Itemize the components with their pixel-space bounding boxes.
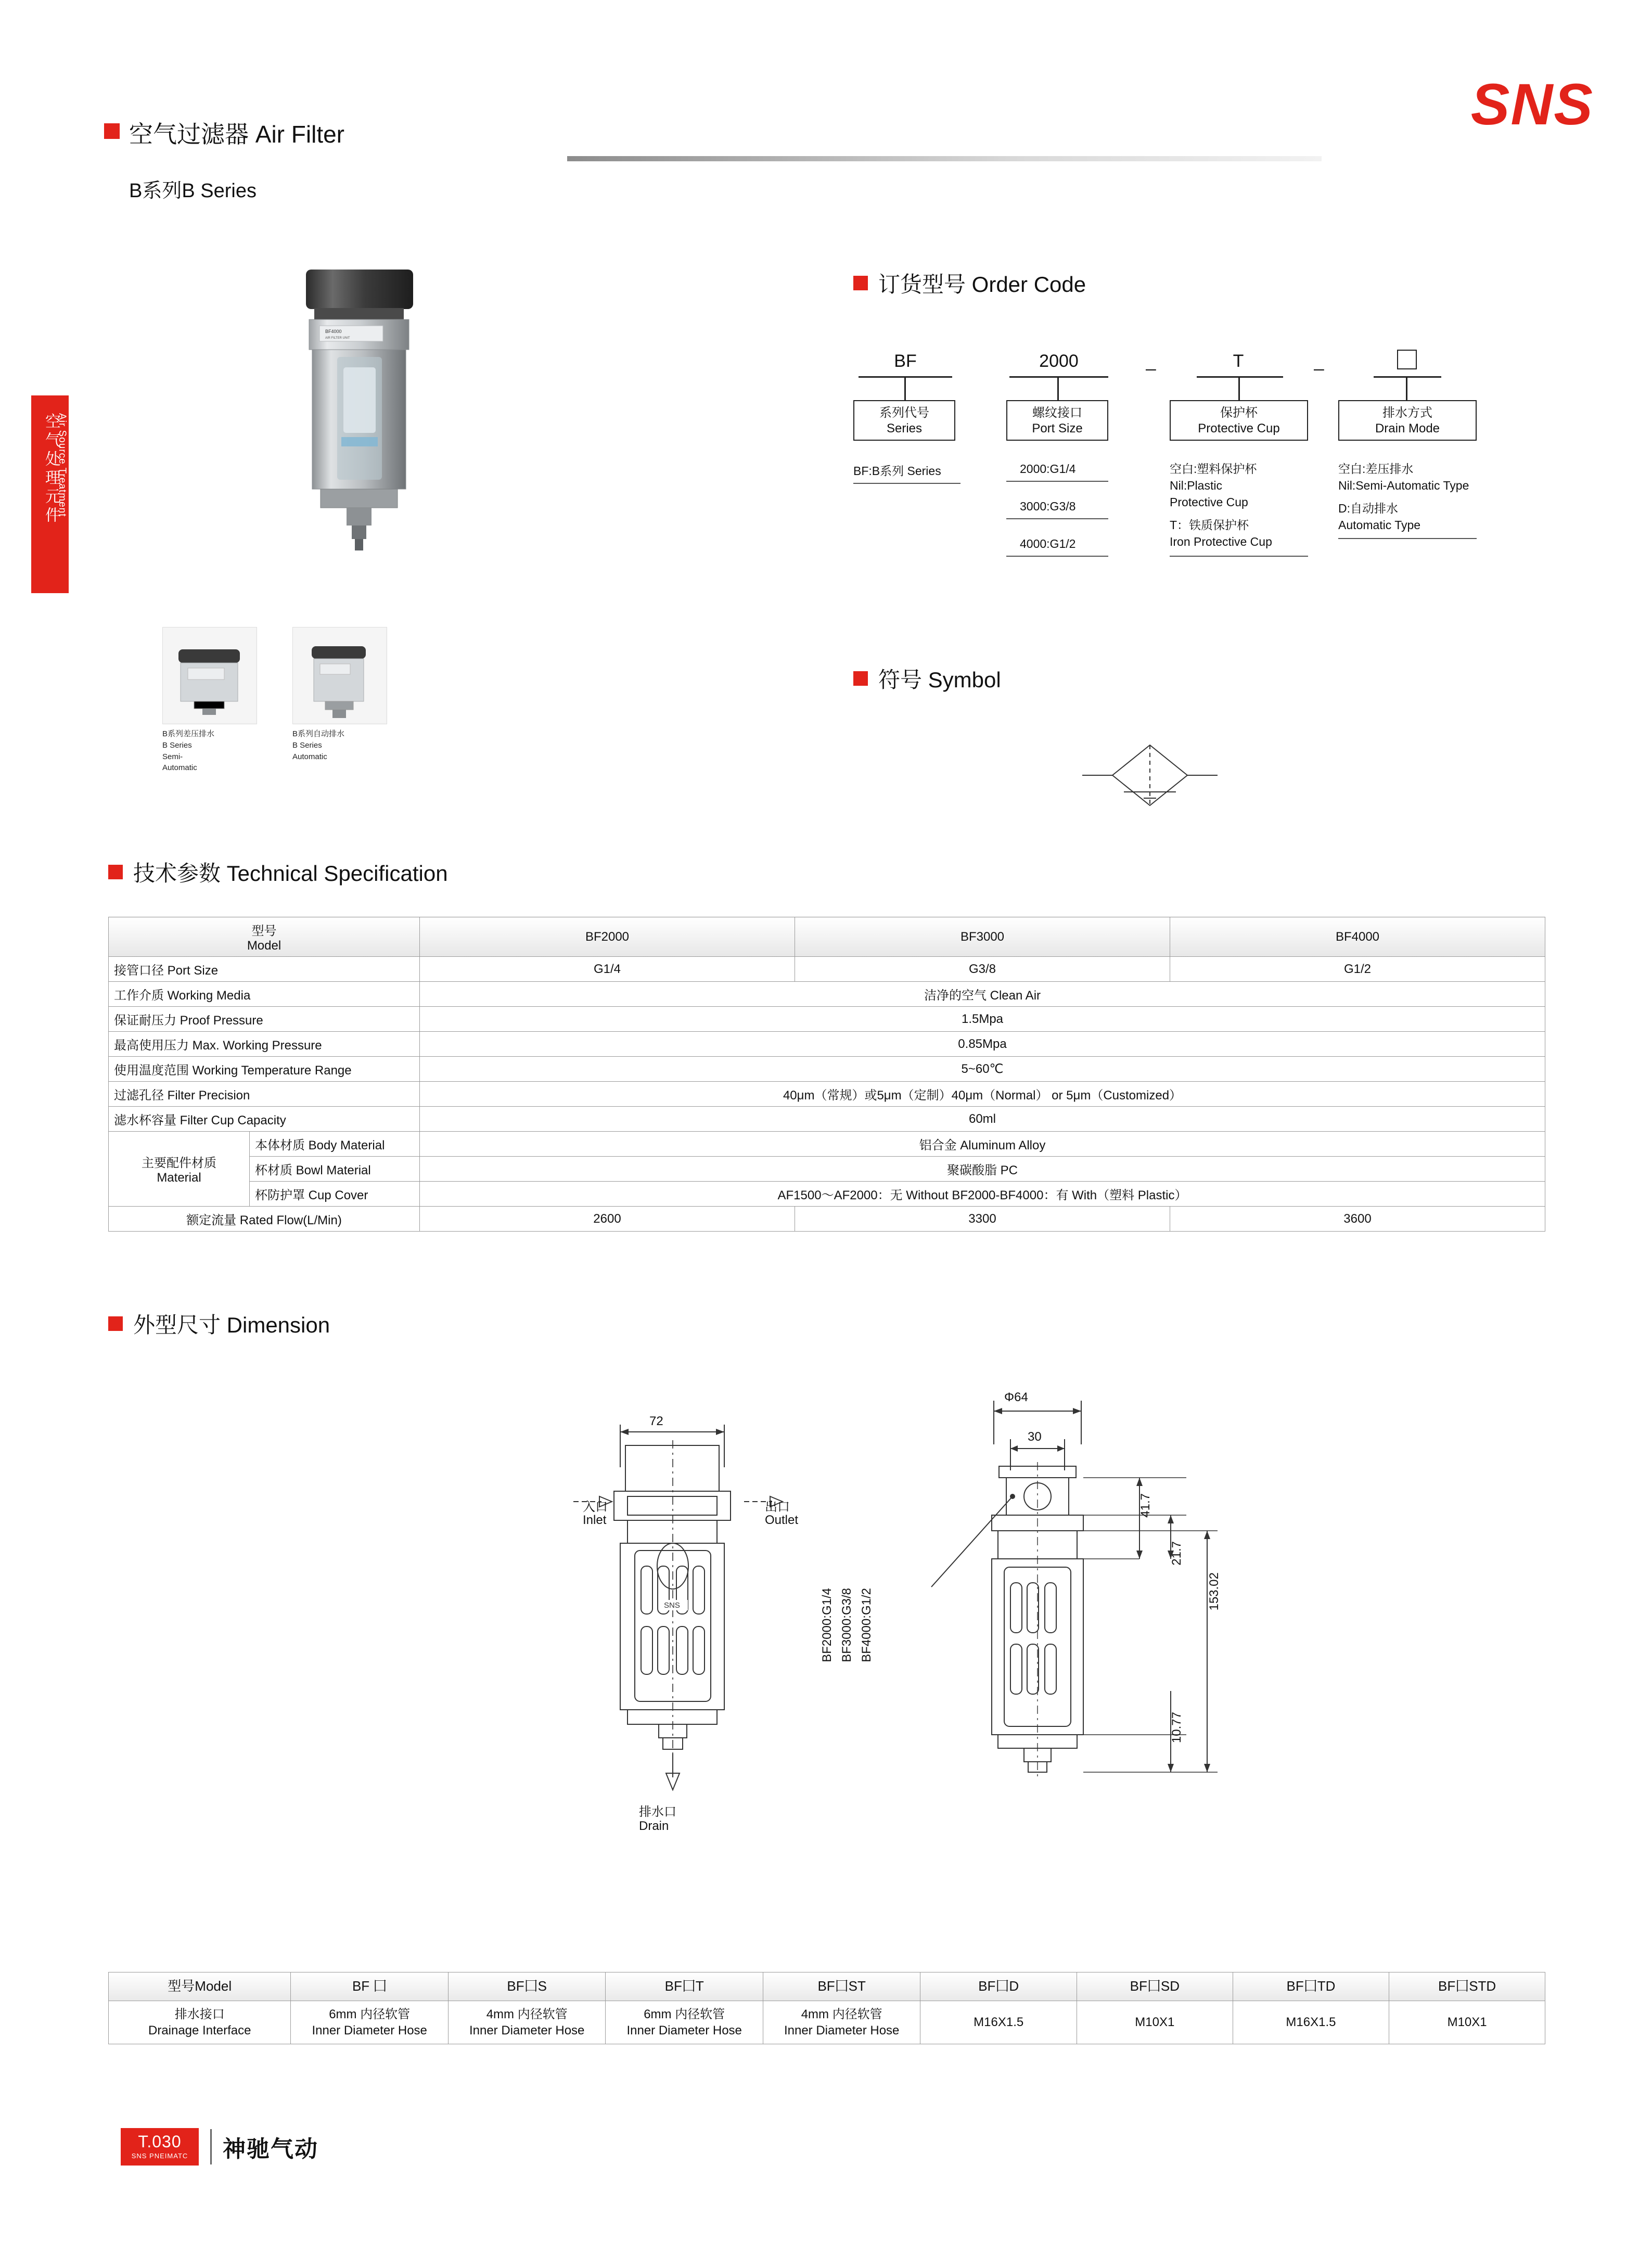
order-code-tick-0	[904, 376, 906, 400]
drainage-cell-2	[606, 2001, 763, 2044]
order-code-box-port	[1006, 400, 1108, 441]
drainage-cell-2-en: Inner Diameter Hose	[626, 2023, 742, 2038]
drainage-row-label-en: Drainage Interface	[148, 2023, 251, 2038]
side-tab	[31, 395, 69, 593]
page-number: T.030	[138, 2132, 182, 2151]
order-code-value-2: _	[1146, 351, 1156, 371]
symbol-bullet-icon	[853, 671, 868, 686]
drainage-header-bft: BF囗T	[606, 1972, 763, 2001]
symbol-diagram	[1082, 728, 1218, 825]
spec-label-material-group	[109, 1132, 250, 1207]
thumb1-line2: B Series	[162, 740, 192, 750]
order-code-cup-note-0: 空白:塑料保护杯	[1170, 462, 1257, 476]
dimension-port-label-1: BF3000:G3/8	[840, 1588, 854, 1662]
order-code-underline-1	[1009, 376, 1108, 378]
spec-row-bowl-material	[109, 1157, 1545, 1182]
spec-label-body-material: 本体材质 Body Material	[250, 1132, 420, 1157]
order-code-heading-text: 订货型号 Order Code	[878, 272, 1086, 297]
drainage-cell-0-en: Inner Diameter Hose	[312, 2023, 427, 2038]
spec-value-cup-cover: AF1500～AF2000：无 Without BF2000-BF4000：有 With（塑料 Plastic）	[420, 1182, 1545, 1207]
spec-row-filter-precision	[109, 1082, 1545, 1107]
drainage-table	[108, 1972, 1545, 2044]
order-code-drain-note-3: Automatic Type	[1338, 518, 1421, 532]
drainage-cell-0	[291, 2001, 449, 2044]
symbol-heading-text: 符号 Symbol	[878, 668, 1001, 692]
svg-text:BF4000: BF4000	[325, 329, 342, 334]
product-thumbnail-2	[292, 627, 387, 724]
spec-row-working-media	[109, 982, 1545, 1007]
box-port-cn: 螺纹接口	[1032, 406, 1082, 420]
drainage-header-bftd: BF囗TD	[1233, 1972, 1389, 2001]
footer-divider	[210, 2129, 212, 2164]
drainage-cell-1-cn: 4mm 内径软管	[486, 2007, 568, 2021]
order-code-cup-rule	[1170, 556, 1308, 557]
footer-company: 神驰气动	[223, 2136, 318, 2162]
dimension-bullet-icon	[108, 1316, 123, 1331]
thumb1-line3: Semi-	[162, 752, 183, 761]
header-bullet-icon	[104, 123, 120, 139]
spec-row-max-pressure	[109, 1032, 1545, 1057]
dimension-41-label: 41.7	[1138, 1493, 1152, 1518]
product-thumbnail-1	[162, 627, 257, 724]
drainage-row-label-cn: 排水接口	[174, 2007, 225, 2021]
spec-row-port-size	[109, 957, 1545, 982]
box-port-en: Port Size	[1032, 421, 1083, 435]
order-code-value-4: _	[1314, 351, 1324, 371]
spec-row-proof-pressure	[109, 1007, 1545, 1032]
spec-label-bowl-material: 杯材质 Bowl Material	[250, 1157, 420, 1182]
dimension-port-label-2: BF4000:G1/2	[860, 1588, 874, 1662]
drainage-cell-2-cn: 6mm 内径软管	[644, 2007, 725, 2021]
order-code-box-series	[853, 400, 955, 441]
page-number-sub: SNS PNEIMATC	[131, 2152, 188, 2160]
order-code-underline-3	[1374, 376, 1441, 378]
spec-row-temp-range	[109, 1057, 1545, 1082]
order-code-drain-note-0: 空白:差压排水	[1338, 462, 1414, 476]
page-title-en: Air Filter	[255, 121, 345, 148]
spec-row-cup-cover	[109, 1182, 1545, 1207]
spec-value-rated-flow-0: 2600	[420, 1207, 795, 1232]
spec-model-bf3000: BF3000	[795, 917, 1170, 957]
order-code-port-rule-2	[1006, 556, 1108, 557]
drainage-cell-0-cn: 6mm 内径软管	[329, 2007, 411, 2021]
spec-value-body-material: 铝合金 Aluminum Alloy	[420, 1132, 1545, 1157]
product-thumbnail-1-caption	[162, 728, 214, 774]
side-tab-cn: 空气处理元件	[43, 413, 60, 526]
order-code-port-note-2: 4000:G1/2	[1020, 537, 1076, 550]
dimension-heading-text: 外型尺寸 Dimension	[133, 1313, 330, 1337]
spec-value-port-size-2: G1/2	[1170, 957, 1545, 982]
order-code-tick-2	[1238, 376, 1240, 400]
spec-value-port-size-0: G1/4	[420, 957, 795, 982]
spec-bullet-icon	[108, 865, 123, 879]
box-cup-cn: 保护杯	[1220, 406, 1258, 420]
spec-value-rated-flow-2: 3600	[1170, 1207, 1545, 1232]
order-code-cup-note-1: Nil:Plastic	[1170, 479, 1222, 492]
order-code-underline-2	[1197, 376, 1283, 378]
order-code-value-5-box	[1397, 350, 1417, 369]
order-code-value-1: 2000	[1039, 351, 1079, 371]
drainage-cell-1	[448, 2001, 606, 2044]
order-code-cup-note-2: Protective Cup	[1170, 495, 1248, 509]
spec-value-rated-flow-1: 3300	[795, 1207, 1170, 1232]
page-subtitle: B系列B Series	[129, 180, 257, 202]
dimension-drawing-front	[552, 1394, 947, 1946]
drainage-header-bfd: BF囗D	[920, 1972, 1077, 2001]
dimension-30-label: 30	[1028, 1430, 1042, 1444]
order-code-drain-note-1: Nil:Semi-Automatic Type	[1338, 479, 1469, 492]
dimension-inlet-cn: 入口	[583, 1500, 608, 1514]
dimension-outlet-cn: 出口	[765, 1500, 790, 1514]
spec-row-body-material	[109, 1132, 1545, 1157]
spec-value-port-size-1: G3/8	[795, 957, 1170, 982]
order-code-port-rule-1	[1006, 518, 1108, 519]
order-code-drain-note-2: D:自动排水	[1338, 502, 1398, 515]
drainage-header-bfs: BF囗S	[448, 1972, 606, 2001]
spec-header-row	[109, 917, 1545, 957]
spec-value-max-pressure: 0.85Mpa	[420, 1032, 1545, 1057]
spec-row-rated-flow	[109, 1207, 1545, 1232]
dimension-153-label: 153.02	[1207, 1572, 1221, 1611]
dimension-inlet-en: Inlet	[583, 1513, 607, 1527]
dimension-outlet-en: Outlet	[765, 1513, 799, 1527]
spec-material-group-en: Material	[157, 1171, 201, 1185]
spec-label-temp-range: 使用温度范围 Working Temperature Range	[109, 1057, 420, 1082]
spec-value-working-media: 洁净的空气 Clean Air	[420, 982, 1545, 1007]
thumb1-line4: Automatic	[162, 763, 197, 773]
spec-label-max-pressure: 最高使用压力 Max. Working Pressure	[109, 1032, 420, 1057]
dimension-port-label-0: BF2000:G1/4	[820, 1588, 834, 1662]
spec-value-proof-pressure: 1.5Mpa	[420, 1007, 1545, 1032]
spec-heading-text: 技术参数 Technical Specification	[133, 861, 448, 886]
spec-value-temp-range: 5~60℃	[420, 1057, 1545, 1082]
spec-model-header-cn: 型号	[251, 924, 277, 938]
drainage-header-model: 型号Model	[109, 1972, 291, 2001]
side-tab-en: Air Source Treatment	[57, 413, 68, 517]
order-code-port-note-1: 3000:G3/8	[1020, 499, 1076, 513]
spec-value-bowl-material: 聚碳酸脂 PC	[420, 1157, 1545, 1182]
product-thumbnail-2-caption	[292, 728, 344, 762]
order-code-series-note-rule	[853, 483, 961, 484]
order-code-bullet-icon	[853, 276, 868, 290]
page-title-cn: 空气过滤器	[129, 121, 249, 148]
svg-text:SNS: SNS	[664, 1601, 680, 1610]
box-series-en: Series	[886, 421, 923, 435]
page-number-badge	[121, 2128, 199, 2166]
spec-label-cup-capacity: 滤水杯容量 Filter Cup Capacity	[109, 1107, 420, 1132]
drainage-table-row	[109, 2001, 1545, 2044]
spec-value-filter-precision: 40μm（常规）或5μm（定制）40μm（Normal） or 5μm（Customized）	[420, 1082, 1545, 1107]
spec-model-bf2000: BF2000	[420, 917, 795, 957]
spec-label-port-size: 接管口径 Port Size	[109, 957, 420, 982]
spec-model-bf4000: BF4000	[1170, 917, 1545, 957]
drainage-cell-3-en: Inner Diameter Hose	[784, 2023, 900, 2038]
drainage-header-bfsd: BF囗SD	[1077, 1972, 1233, 2001]
thumb2-line3: Automatic	[292, 752, 327, 761]
drainage-header-bf: BF 囗	[291, 1972, 449, 2001]
box-cup-en: Protective Cup	[1198, 421, 1280, 435]
drainage-cell-4: M16X1.5	[920, 2001, 1077, 2044]
box-series-cn: 系列代号	[879, 406, 929, 420]
dimension-drain-en: Drain	[639, 1819, 669, 1833]
order-code-port-note-0: 2000:G1/4	[1020, 462, 1076, 476]
product-photo-main	[276, 265, 442, 567]
order-code-tick-3	[1406, 376, 1407, 400]
drainage-cell-6: M16X1.5	[1233, 2001, 1389, 2044]
order-code-port-rule-0	[1006, 481, 1108, 482]
drainage-table-header-row	[109, 1972, 1545, 2001]
drainage-header-bfst: BF囗ST	[763, 1972, 920, 2001]
order-code-series-note: BF:B系列 Series	[853, 464, 941, 478]
order-code-value-0: BF	[894, 351, 917, 371]
order-code-cup-note-3: T：铁质保护杯	[1170, 518, 1249, 532]
order-code-value-3: T	[1233, 351, 1244, 371]
order-code-cup-note-4: Iron Protective Cup	[1170, 535, 1272, 548]
spec-label-filter-precision: 过滤孔径 Filter Precision	[109, 1082, 420, 1107]
dimension-width-label: 72	[649, 1414, 663, 1428]
spec-value-cup-capacity: 60ml	[420, 1107, 1545, 1132]
dimension-dia-label: Φ64	[1004, 1390, 1028, 1404]
dimension-drain-cn: 排水口	[639, 1805, 676, 1819]
order-code-tick-1	[1057, 376, 1059, 400]
drainage-cell-3-cn: 4mm 内径软管	[801, 2007, 882, 2021]
thumb1-line1: B系列差压排水	[162, 729, 215, 738]
spec-label-cup-cover: 杯防护罩 Cup Cover	[250, 1182, 420, 1207]
thumb2-line1: B系列自动排水	[292, 729, 345, 738]
order-code-box-cup	[1170, 400, 1308, 441]
spec-label-rated-flow: 额定流量 Rated Flow(L/Min)	[109, 1207, 420, 1232]
spec-model-header-en: Model	[247, 939, 281, 953]
thumb2-line2: B Series	[292, 740, 322, 750]
drainage-cell-7: M10X1	[1389, 2001, 1545, 2044]
page-title	[129, 116, 344, 150]
spec-row-cup-capacity	[109, 1107, 1545, 1132]
drainage-cell-5: M10X1	[1077, 2001, 1233, 2044]
order-code-box-drain	[1338, 400, 1477, 441]
spec-table	[108, 917, 1545, 1232]
box-drain-cn: 排水方式	[1382, 406, 1432, 420]
spec-material-group-cn: 主要配件材质	[142, 1156, 216, 1170]
spec-label-working-media: 工作介质 Working Media	[109, 982, 420, 1007]
drainage-cell-1-en: Inner Diameter Hose	[469, 2023, 585, 2038]
header-rule	[567, 156, 1322, 161]
box-drain-en: Drain Mode	[1375, 421, 1440, 435]
svg-text:AIR FILTER UNIT: AIR FILTER UNIT	[325, 337, 350, 340]
drainage-header-bfstd: BF囗STD	[1389, 1972, 1545, 2001]
brand-logo: SNS	[1470, 72, 1594, 137]
drainage-cell-3	[763, 2001, 920, 2044]
spec-label-proof-pressure: 保证耐压力 Proof Pressure	[109, 1007, 420, 1032]
dimension-10-label: 10.77	[1170, 1712, 1184, 1744]
dimension-drawing-side	[895, 1379, 1363, 1899]
drainage-row-label	[109, 2001, 291, 2044]
spec-model-header	[109, 917, 420, 957]
order-code-drain-rule	[1338, 538, 1477, 539]
dimension-21-label: 21.7	[1170, 1541, 1184, 1566]
